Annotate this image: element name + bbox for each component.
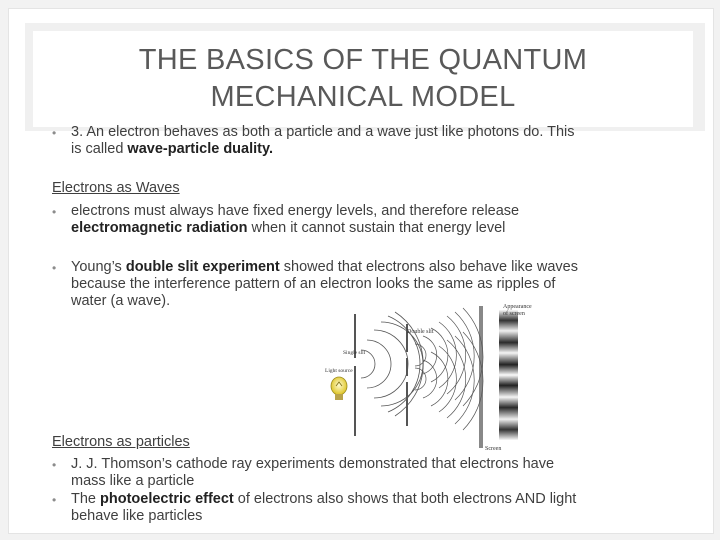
label-appearance: Appearance — [503, 304, 532, 310]
photoelectric-effect-term: photoelectric effect — [100, 491, 234, 507]
label-light-source: Light source — [325, 368, 353, 374]
label-of-screen: of screen — [503, 311, 525, 317]
heading-electrons-as-particles: Electrons as particles — [52, 434, 190, 450]
double-slit-diagram-svg — [325, 296, 532, 453]
bullet-4-line-2: mass like a particle — [71, 473, 195, 489]
label-double-slit: Double slit — [407, 329, 434, 335]
screen-wall — [479, 306, 483, 448]
bullet-marker: • — [52, 205, 57, 219]
double-slit-term: double slit experiment — [125, 259, 280, 275]
bullet-2-line-2 — [71, 220, 505, 237]
bullet-3-line-2: because the interference pattern of an electron looks the same as ripples of — [71, 276, 556, 292]
title-box — [33, 31, 693, 127]
interference-pattern — [499, 310, 518, 440]
bullet-marker: • — [52, 126, 57, 140]
light-bulb-icon — [331, 377, 347, 400]
bullet-1-text: is called — [71, 141, 128, 157]
bullet-4-line-1: J. J. Thomson’s cathode ray experiments demonstrated that electrons have — [71, 456, 555, 472]
bullet-5-text: of electrons also shows that both electrons AND light — [233, 491, 577, 507]
wave-particle-duality-term: wave-particle duality. — [127, 141, 274, 157]
bullet-marker: • — [52, 261, 57, 275]
label-single-slit: Single slit — [343, 350, 366, 356]
bullet-2-text: when it cannot sustain that energy level — [247, 220, 506, 236]
bullet-1-line-2 — [71, 141, 273, 158]
heading-electrons-as-waves: Electrons as Waves — [52, 180, 180, 196]
title-line-2: MECHANICAL MODEL — [210, 81, 516, 113]
bullet-3-text: Young’s — [71, 259, 126, 275]
wavefronts-double — [415, 308, 483, 430]
bullet-marker: • — [52, 493, 57, 507]
double-slit-diagram — [325, 296, 532, 453]
wavefronts-single — [361, 312, 423, 416]
bullet-5-text: The — [71, 491, 101, 507]
slide-title — [139, 42, 587, 116]
bullet-3-line-1 — [71, 259, 578, 276]
bullet-5-line-2: behave like particles — [71, 508, 203, 524]
bullet-2-line-1: electrons must always have fixed energy levels, and therefore release — [71, 203, 520, 219]
electromagnetic-radiation-term: electromagnetic radiation — [71, 220, 248, 236]
label-screen: Screen — [485, 446, 502, 452]
bullet-3-text: showed that electrons also behave like waves — [279, 259, 578, 275]
bullet-1-line-1: 3. An electron behaves as both a particle and a wave just like photons do. This — [71, 124, 575, 140]
title-line-1: THE BASICS OF THE QUANTUM — [138, 44, 588, 76]
bullet-3-line-3: water (a wave). — [71, 293, 171, 309]
bullet-5-line-1 — [71, 491, 576, 508]
slide — [8, 8, 714, 534]
bullet-marker: • — [52, 458, 57, 472]
